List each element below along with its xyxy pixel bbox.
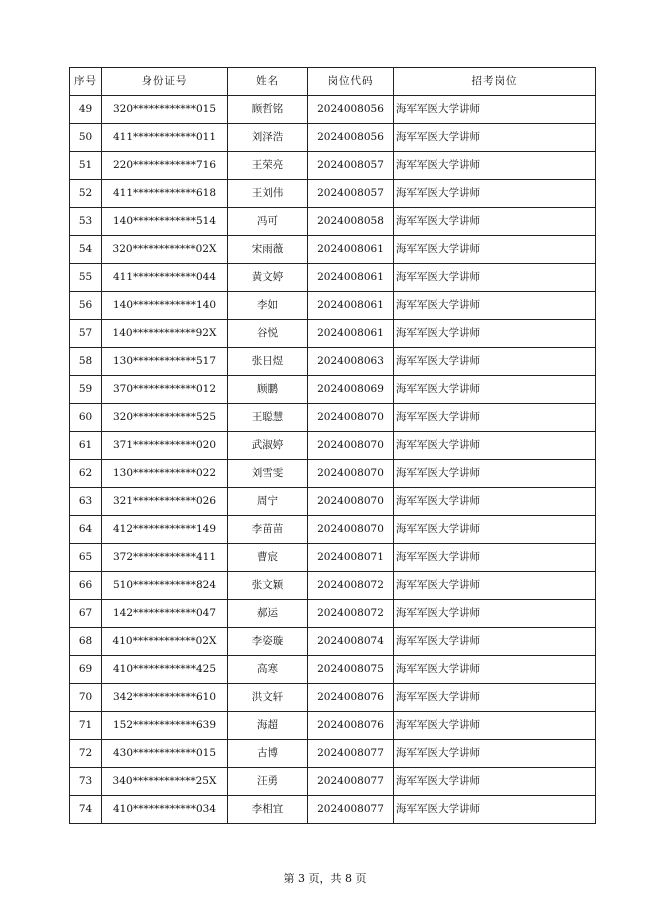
cell-serial: 57 [70,320,102,348]
cell-name: 冯可 [228,208,308,236]
cell-id-number: 130************517 [102,348,228,376]
cell-name: 李如 [228,292,308,320]
cell-post: 海军军医大学讲师 [394,488,596,516]
cell-serial: 66 [70,572,102,600]
cell-post-code: 2024008061 [308,236,394,264]
table-row [70,768,596,796]
cell-serial: 61 [70,432,102,460]
cell-post-code: 2024008072 [308,572,394,600]
cell-id-number: 371************020 [102,432,228,460]
cell-post-code: 2024008061 [308,264,394,292]
cell-post-code: 2024008070 [308,516,394,544]
cell-id-number: 130************022 [102,460,228,488]
cell-id-number: 370************012 [102,376,228,404]
cell-serial: 69 [70,656,102,684]
cell-post: 海军军医大学讲师 [394,96,596,124]
cell-post: 海军军医大学讲师 [394,124,596,152]
cell-post: 海军军医大学讲师 [394,572,596,600]
table-row [70,208,596,236]
table-row [70,180,596,208]
table-row [70,684,596,712]
cell-id-number: 320************015 [102,96,228,124]
cell-serial: 52 [70,180,102,208]
cell-post: 海军军医大学讲师 [394,600,596,628]
cell-serial: 58 [70,348,102,376]
cell-post-code: 2024008071 [308,544,394,572]
cell-post: 海军军医大学讲师 [394,432,596,460]
cell-post: 海军军医大学讲师 [394,740,596,768]
cell-id-number: 372************411 [102,544,228,572]
cell-name: 周宁 [228,488,308,516]
candidate-table [69,67,596,824]
cell-serial: 63 [70,488,102,516]
cell-name: 张文颖 [228,572,308,600]
cell-post-code: 2024008070 [308,404,394,432]
header-post-code: 岗位代码 [308,68,394,96]
cell-name: 王刘伟 [228,180,308,208]
table-row [70,656,596,684]
cell-serial: 55 [70,264,102,292]
cell-id-number: 410************425 [102,656,228,684]
cell-id-number: 140************92X [102,320,228,348]
cell-id-number: 320************525 [102,404,228,432]
table-row [70,348,596,376]
cell-id-number: 220************716 [102,152,228,180]
cell-id-number: 411************011 [102,124,228,152]
cell-post-code: 2024008072 [308,600,394,628]
cell-post-code: 2024008063 [308,348,394,376]
cell-serial: 56 [70,292,102,320]
cell-name: 王聪慧 [228,404,308,432]
table-row [70,432,596,460]
cell-id-number: 410************034 [102,796,228,824]
cell-serial: 59 [70,376,102,404]
cell-post: 海军军医大学讲师 [394,292,596,320]
cell-name: 武淑婷 [228,432,308,460]
cell-post: 海军军医大学讲师 [394,180,596,208]
cell-serial: 70 [70,684,102,712]
cell-name: 顾鹏 [228,376,308,404]
header-name: 姓名 [228,68,308,96]
cell-post-code: 2024008070 [308,432,394,460]
cell-post: 海军军医大学讲师 [394,544,596,572]
table-header-row [70,68,596,96]
cell-serial: 62 [70,460,102,488]
table-row [70,712,596,740]
cell-name: 高寒 [228,656,308,684]
table-row [70,152,596,180]
cell-post-code: 2024008077 [308,740,394,768]
header-id-number: 身份证号 [102,68,228,96]
cell-name: 刘泽浩 [228,124,308,152]
cell-post-code: 2024008061 [308,320,394,348]
cell-post-code: 2024008069 [308,376,394,404]
cell-id-number: 410************02X [102,628,228,656]
cell-name: 古博 [228,740,308,768]
cell-name: 谷悦 [228,320,308,348]
cell-serial: 73 [70,768,102,796]
cell-post-code: 2024008076 [308,684,394,712]
table-row [70,796,596,824]
table-row [70,320,596,348]
cell-post: 海军军医大学讲师 [394,404,596,432]
cell-post-code: 2024008057 [308,180,394,208]
cell-id-number: 411************618 [102,180,228,208]
cell-name: 宋雨薇 [228,236,308,264]
table-row [70,460,596,488]
cell-serial: 68 [70,628,102,656]
cell-name: 李苗苗 [228,516,308,544]
cell-name: 张日煜 [228,348,308,376]
table-row [70,124,596,152]
table-row [70,96,596,124]
cell-id-number: 411************044 [102,264,228,292]
cell-serial: 49 [70,96,102,124]
cell-serial: 72 [70,740,102,768]
table-row [70,572,596,600]
cell-name: 海超 [228,712,308,740]
cell-post-code: 2024008070 [308,460,394,488]
cell-post: 海军军医大学讲师 [394,208,596,236]
cell-id-number: 152************639 [102,712,228,740]
cell-name: 郝运 [228,600,308,628]
cell-id-number: 140************514 [102,208,228,236]
cell-post: 海军军医大学讲师 [394,516,596,544]
table-row [70,404,596,432]
table-row [70,516,596,544]
header-serial: 序号 [70,68,102,96]
cell-name: 李姿璇 [228,628,308,656]
table-row [70,600,596,628]
table-row [70,236,596,264]
cell-post: 海军军医大学讲师 [394,264,596,292]
cell-post-code: 2024008056 [308,124,394,152]
cell-name: 李相宜 [228,796,308,824]
page-number: 第 3 页，共 8 页 [283,872,367,885]
cell-name: 王荣亮 [228,152,308,180]
cell-post-code: 2024008077 [308,768,394,796]
table-row [70,544,596,572]
cell-id-number: 140************140 [102,292,228,320]
cell-post: 海军军医大学讲师 [394,684,596,712]
cell-id-number: 510************824 [102,572,228,600]
cell-name: 洪文轩 [228,684,308,712]
cell-id-number: 412************149 [102,516,228,544]
cell-post-code: 2024008076 [308,712,394,740]
cell-serial: 67 [70,600,102,628]
cell-serial: 54 [70,236,102,264]
table-row [70,740,596,768]
cell-name: 顾哲铭 [228,96,308,124]
header-post: 招考岗位 [394,68,596,96]
cell-name: 曹宸 [228,544,308,572]
table-row [70,292,596,320]
table-row [70,628,596,656]
cell-post: 海军军医大学讲师 [394,656,596,684]
cell-post: 海军军医大学讲师 [394,712,596,740]
cell-post: 海军军医大学讲师 [394,460,596,488]
cell-post: 海军军医大学讲师 [394,348,596,376]
cell-serial: 60 [70,404,102,432]
cell-id-number: 342************610 [102,684,228,712]
cell-id-number: 320************02X [102,236,228,264]
cell-id-number: 321************026 [102,488,228,516]
cell-serial: 51 [70,152,102,180]
cell-serial: 74 [70,796,102,824]
cell-post: 海军军医大学讲师 [394,628,596,656]
cell-post: 海军军医大学讲师 [394,320,596,348]
table-row [70,376,596,404]
cell-post-code: 2024008058 [308,208,394,236]
cell-serial: 53 [70,208,102,236]
cell-name: 汪勇 [228,768,308,796]
cell-post: 海军军医大学讲师 [394,376,596,404]
cell-post: 海军军医大学讲师 [394,796,596,824]
cell-post-code: 2024008077 [308,796,394,824]
cell-post-code: 2024008061 [308,292,394,320]
cell-serial: 50 [70,124,102,152]
cell-post-code: 2024008057 [308,152,394,180]
cell-serial: 65 [70,544,102,572]
cell-id-number: 142************047 [102,600,228,628]
cell-id-number: 430************015 [102,740,228,768]
cell-id-number: 340************25X [102,768,228,796]
cell-serial: 64 [70,516,102,544]
cell-post: 海军军医大学讲师 [394,768,596,796]
cell-post-code: 2024008070 [308,488,394,516]
cell-name: 黄文婷 [228,264,308,292]
cell-name: 刘雪雯 [228,460,308,488]
cell-serial: 71 [70,712,102,740]
table-row [70,264,596,292]
cell-post-code: 2024008074 [308,628,394,656]
cell-post-code: 2024008075 [308,656,394,684]
cell-post: 海军军医大学讲师 [394,236,596,264]
cell-post: 海军军医大学讲师 [394,152,596,180]
cell-post-code: 2024008056 [308,96,394,124]
table-row [70,488,596,516]
